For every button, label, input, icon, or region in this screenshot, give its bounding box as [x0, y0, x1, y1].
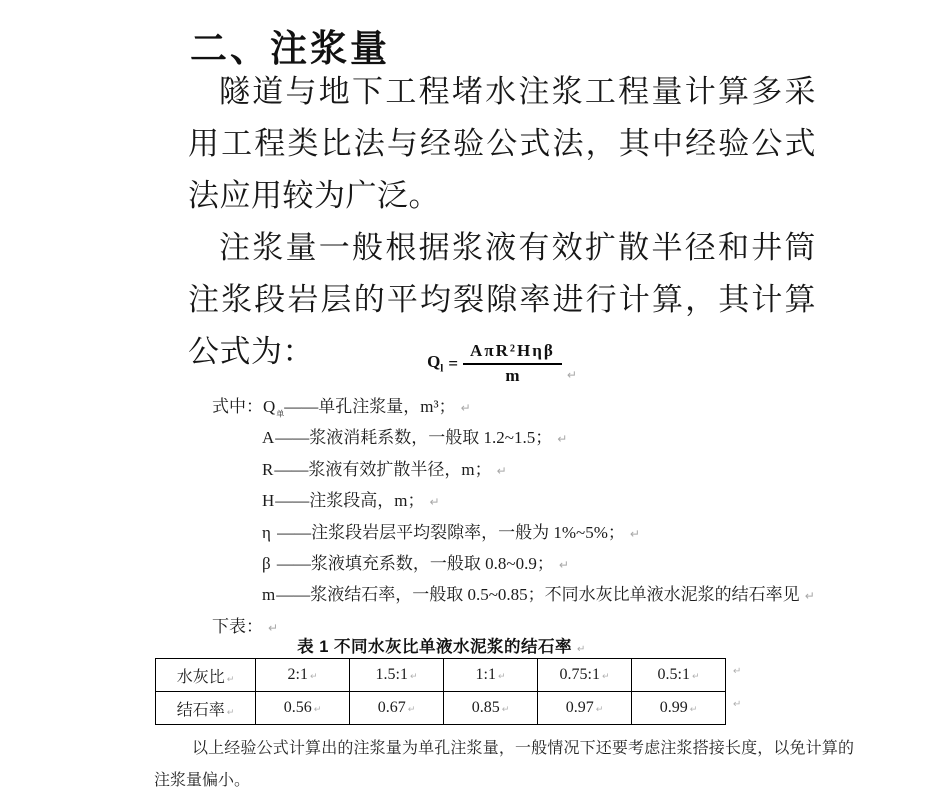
legend-line	[212, 580, 852, 611]
paragraph-mark-icon: ↵	[576, 644, 586, 655]
legend-symbol: η	[262, 522, 278, 542]
legend-desc: ——注浆段高，m；	[275, 491, 425, 511]
paragraph-mark-icon: ↵	[460, 401, 471, 415]
legend-line	[212, 423, 852, 454]
formula-fraction	[463, 341, 562, 386]
legend-desc: ——浆液填充系数，一般取 0.8~0.9；	[276, 553, 554, 573]
table-caption: 表 1 不同水灰比单液水泥浆的结石率 ↵	[297, 638, 586, 656]
legend-symbol: H	[262, 491, 276, 511]
table-row	[156, 659, 726, 692]
legend-symbol: Q	[263, 397, 277, 416]
table-cell	[444, 692, 538, 725]
paragraph-mark-icon: ↵	[407, 705, 416, 715]
paragraph-2: 注浆量一般根据浆液有效扩散半径和井筒注浆段岩层的平均裂隙率进行计算，其计算公式为：	[188, 230, 816, 369]
table-cell-value: 0.5:1	[657, 666, 690, 683]
paragraph-mark-icon: ↵	[309, 672, 318, 682]
paragraph-mark-icon: ↵	[733, 666, 742, 677]
paragraph-mark-icon: ↵	[501, 705, 510, 715]
paragraph-mark-icon: ↵	[629, 526, 640, 541]
legend-symbol: m	[262, 585, 277, 605]
paragraph-mark-icon: ↵	[226, 707, 235, 718]
table-row	[156, 692, 726, 725]
table-cell-value: 0.75:1	[559, 666, 600, 683]
paragraph-mark-icon: ↵	[691, 672, 700, 682]
table-cell-value: 0.56	[283, 699, 312, 716]
table-cell	[444, 659, 538, 692]
legend-desc: ——注浆段岩层平均裂隙率，一般为 1%~5%；	[277, 522, 625, 542]
legend-continuation-text: 下表：	[212, 616, 263, 636]
table-cell	[156, 659, 256, 692]
table-cell	[632, 659, 726, 692]
table-cell-value: 0.85	[471, 699, 500, 716]
grouting-quantity-formula	[188, 341, 816, 386]
legend-symbol: β	[262, 553, 277, 573]
table-cell-value: 0.99	[659, 699, 688, 716]
legend-symbol-subscript: 单	[276, 409, 285, 419]
paragraph-mark-icon: ↵	[558, 557, 569, 572]
legend-line	[212, 518, 852, 549]
legend-desc: ——浆液有效扩散半径，m；	[274, 459, 492, 479]
legend-desc: ——浆液结石率，一般取 0.5~0.85；不同水灰比单液水泥浆的结石率见	[276, 585, 800, 605]
paragraph-mark-icon: ↵	[497, 672, 506, 682]
paragraph-1: 隧道与地下工程堵水注浆工程量计算多采用工程类比法与经验公式法，其中经验公式法应用较为广泛。	[188, 74, 816, 213]
paragraph-mark-icon: ↵	[566, 368, 577, 383]
table-cell-value: 水灰比	[176, 668, 225, 686]
paragraph-mark-icon: ↵	[804, 589, 815, 604]
paragraph-mark-icon: ↵	[226, 674, 235, 685]
paragraph-mark-icon: ↵	[496, 463, 507, 478]
table-cell	[350, 659, 444, 692]
legend-line	[212, 455, 852, 486]
legend-line	[212, 486, 852, 517]
paragraph-mark-icon: ↵	[595, 705, 604, 715]
formula-lhs: $Q_l$	[427, 352, 444, 375]
body-text	[188, 66, 816, 378]
legend-desc: ——单孔注浆量，m³；	[284, 397, 456, 416]
ratio-table	[155, 658, 726, 725]
legend-line	[212, 392, 852, 423]
table-cell	[256, 692, 350, 725]
table-cell-value: 结石率	[176, 701, 225, 719]
table-cell	[350, 692, 444, 725]
table-cell-value: 2:1	[287, 666, 308, 683]
paragraph-mark-icon: ↵	[601, 672, 610, 682]
table-cell	[538, 659, 632, 692]
table-cell-value: 1:1	[475, 666, 496, 683]
paragraph-mark-icon: ↵	[689, 705, 698, 715]
legend-line	[212, 549, 852, 580]
formula-denominator: m	[505, 366, 520, 385]
table-cell-value: 1.5:1	[375, 666, 408, 683]
formula-equals: =	[448, 353, 459, 373]
table-cell	[256, 659, 350, 692]
formula-numerator: AπR²Hηβ	[463, 341, 562, 365]
table-cell	[538, 692, 632, 725]
legend-symbol: A	[262, 428, 276, 448]
paragraph-mark-icon: ↵	[313, 705, 322, 715]
paragraph-mark-icon: ↵	[733, 699, 742, 710]
paragraph-mark-icon: ↵	[557, 432, 568, 447]
paragraph-mark-icon: ↵	[409, 672, 418, 682]
paragraph-mark-icon: ↵	[429, 495, 440, 510]
ratio-table-body	[156, 659, 726, 725]
legend	[212, 392, 852, 643]
footer-paragraph: 以上经验公式计算出的注浆量为单孔注浆量，一般情况下还要考虑注浆搭接长度，以免计算的注浆量偏小。	[154, 740, 854, 789]
paragraph-mark-icon: ↵	[268, 620, 279, 635]
section-heading: 二、注浆量	[190, 28, 390, 69]
table-cell	[632, 692, 726, 725]
legend-intro: 式中：	[212, 397, 263, 416]
table-cell-value: 0.97	[565, 699, 594, 716]
table-cell	[156, 692, 256, 725]
legend-desc: ——浆液消耗系数，一般取 1.2~1.5；	[275, 428, 553, 448]
table-cell-value: 0.67	[377, 699, 406, 716]
legend-symbol: R	[262, 459, 275, 479]
